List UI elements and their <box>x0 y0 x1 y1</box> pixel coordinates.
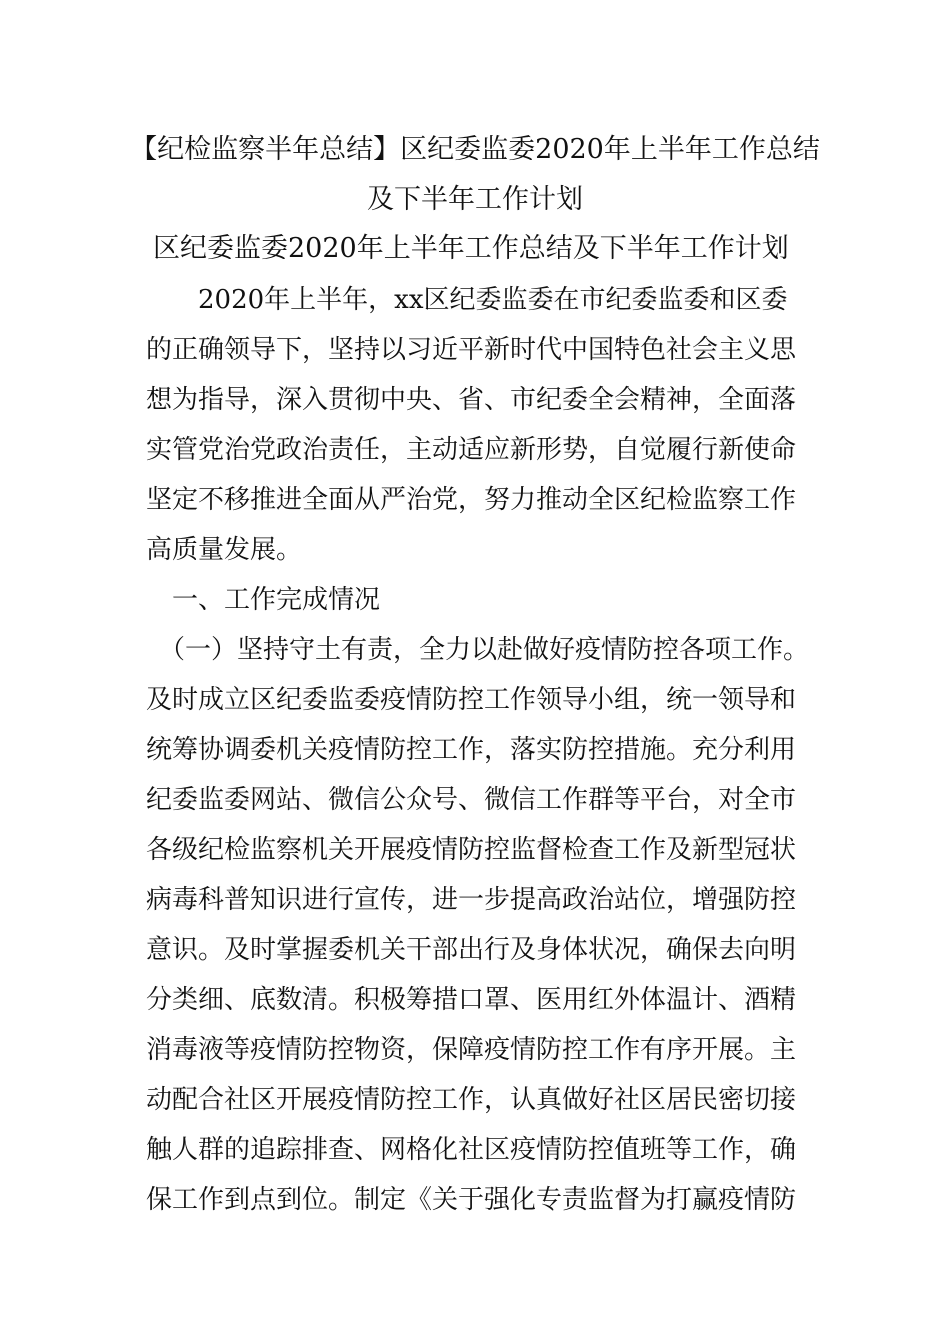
paragraph-line: 坚定不移推进全面从严治党，努力推动全区纪检监察工作 <box>146 485 797 515</box>
paragraph-line: 及时成立区纪委监委疫情防控工作领导小组，统一领导和 <box>146 685 797 715</box>
paragraph-line: 病毒科普知识进行宣传，进一步提高政治站位，增强防控 <box>146 885 797 915</box>
paragraph-line: 实管党治党政治责任，主动适应新形势，自觉履行新使命 <box>146 435 797 465</box>
paragraph-line: 保工作到点到位。制定《关于强化专责监督为打赢疫情防 <box>146 1185 797 1215</box>
paragraph-line: 动配合社区开展疫情防控工作，认真做好社区居民密切接 <box>146 1085 797 1115</box>
paragraph-line: 的正确领导下，坚持以习近平新时代中国特色社会主义思 <box>146 335 797 365</box>
paragraph-line: 触人群的追踪排查、网格化社区疫情防控值班等工作，确 <box>146 1135 797 1165</box>
paragraph-line: 意识。及时掌握委机关干部出行及身体状况，确保去向明 <box>146 935 797 965</box>
paragraph-line: 纪委监委网站、微信公众号、微信工作群等平台，对全市 <box>146 785 797 815</box>
paragraph-line: 分类细、底数清。积极筹措口罩、医用红外体温计、酒精 <box>146 985 797 1015</box>
document-title-line-2: 及下半年工作计划 <box>367 184 583 215</box>
paragraph-line: 各级纪检监察机关开展疫情防控监督检查工作及新型冠状 <box>146 835 797 865</box>
paragraph-line: 想为指导，深入贯彻中央、省、市纪委全会精神，全面落 <box>146 385 797 415</box>
paragraph-line: 消毒液等疫情防控物资，保障疫情防控工作有序开展。主 <box>146 1035 797 1065</box>
subsection-heading: （一）坚持守土有责，全力以赴做好疫情防控各项工作。 <box>146 635 810 665</box>
paragraph-line: 2020年上半年，xx区纪委监委在市纪委监委和区委 <box>146 285 788 315</box>
paragraph-line: 统筹协调委机关疫情防控工作，落实防控措施。充分利用 <box>146 735 797 765</box>
document-title-line-1: 【纪检监察半年总结】区纪委监委2020年上半年工作总结 <box>130 134 820 165</box>
section-heading: 一、工作完成情况 <box>146 585 381 615</box>
document-subtitle: 区纪委监委2020年上半年工作总结及下半年工作计划 <box>153 233 789 264</box>
paragraph-line: 高质量发展。 <box>146 535 303 565</box>
